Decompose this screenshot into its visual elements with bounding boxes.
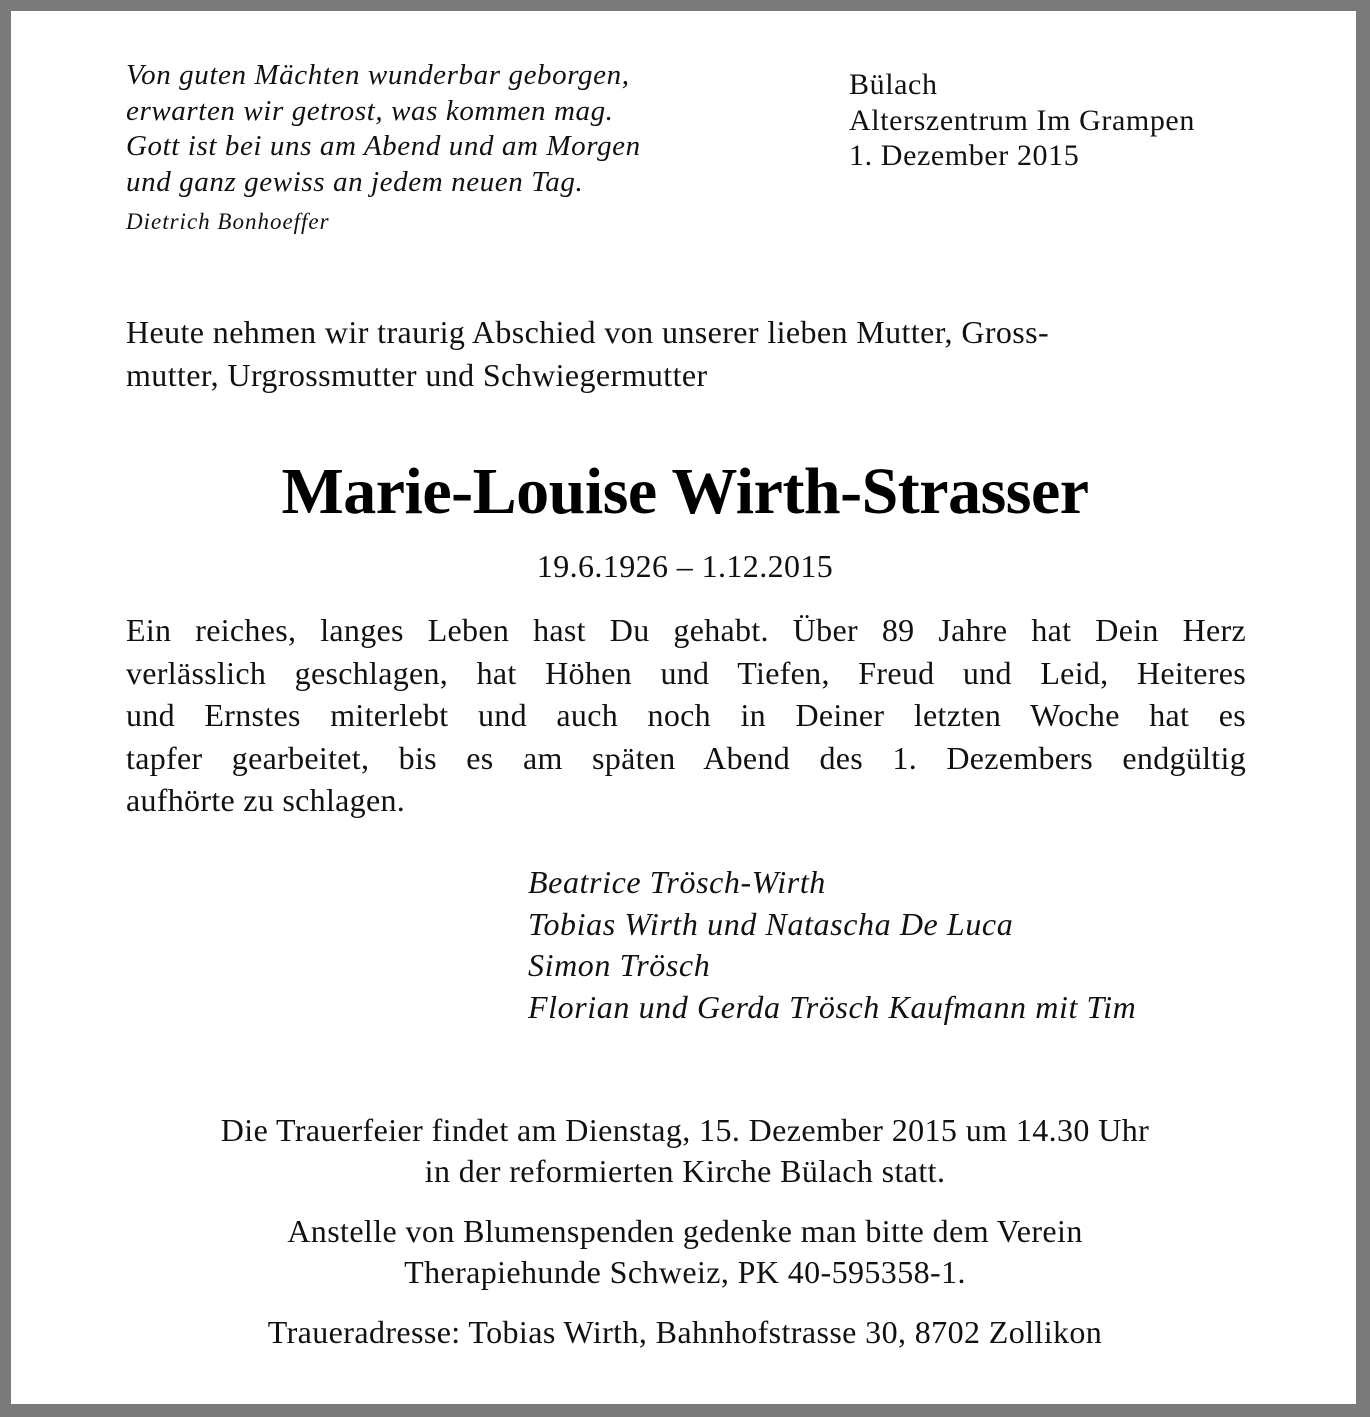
bonhoeffer-quote (126, 58, 826, 236)
place-and-date (849, 67, 1195, 174)
place-institution: Alterszentrum Im Grampen (849, 103, 1195, 137)
tribute-line: und Ernstes miterlebt und auch noch in Deiner letzten Woche hat es (126, 697, 1246, 733)
tribute-line: Ein reiches, langes Leben hast Du gehabt. Über 89 Jahre hat Dein Herz (126, 612, 1246, 648)
mourner-name: Simon Trösch (528, 947, 711, 983)
mourning-address (0, 1312, 1370, 1353)
mourners-list (528, 862, 1136, 1028)
mourner-name: Tobias Wirth und Natascha De Luca (528, 905, 1014, 942)
mourner-name: Florian und Gerda Trösch Kaufmann mit Tim (528, 988, 1137, 1025)
donation-line: Anstelle von Blumenspenden gedenke man bitte dem Verein (287, 1213, 1083, 1249)
intro-text (126, 311, 1246, 397)
tribute-line: verlässlich geschlagen, hat Höhen und Tiefen, Freud und Leid, Heiteres (126, 654, 1246, 691)
tribute-line: aufhörte zu schlagen. (126, 782, 406, 818)
quote-line: erwarten wir getrost, was kommen mag. (126, 94, 614, 127)
life-dates: 19.6.1926 – 1.12.2015 (536, 548, 834, 584)
quote-line: und ganz gewiss an jedem neuen Tag. (126, 165, 584, 198)
mourner-name: Beatrice Trösch-Wirth (528, 864, 826, 900)
quote-line: Von guten Mächten wunderbar geborgen, (126, 59, 630, 91)
tribute-line: tapfer gearbeitet, bis es am späten Abend des 1. Dezembers endgültig (126, 739, 1246, 776)
funeral-service-info (0, 1110, 1370, 1192)
place-city: Bülach (849, 68, 938, 101)
tribute-text (126, 609, 1246, 822)
donation-line: Therapiehunde Schweiz, PK 40-595358-1. (404, 1254, 966, 1290)
quote-author: Dietrich Bonhoeffer (126, 209, 330, 234)
deceased-name: Marie-Louise Wirth-Strasser (281, 455, 1089, 528)
intro-line: mutter, Urgrossmutter und Schwiegermutter (126, 357, 708, 393)
place-date: 1. Dezember 2015 (849, 139, 1080, 172)
donation-info (0, 1211, 1370, 1293)
quote-line: Gott ist bei uns am Abend und am Morgen (126, 130, 641, 162)
service-line: in der reformierten Kirche Bülach statt. (424, 1153, 946, 1189)
address-line: Traueradresse: Tobias Wirth, Bahnhofstrasse 30, 8702 Zollikon (267, 1314, 1103, 1350)
intro-line: Heute nehmen wir traurig Abschied von unserer lieben Mutter, Gross- (126, 314, 1050, 350)
service-line: Die Trauerfeier findet am Dienstag, 15. Dezember 2015 um 14.30 Uhr (220, 1112, 1150, 1148)
